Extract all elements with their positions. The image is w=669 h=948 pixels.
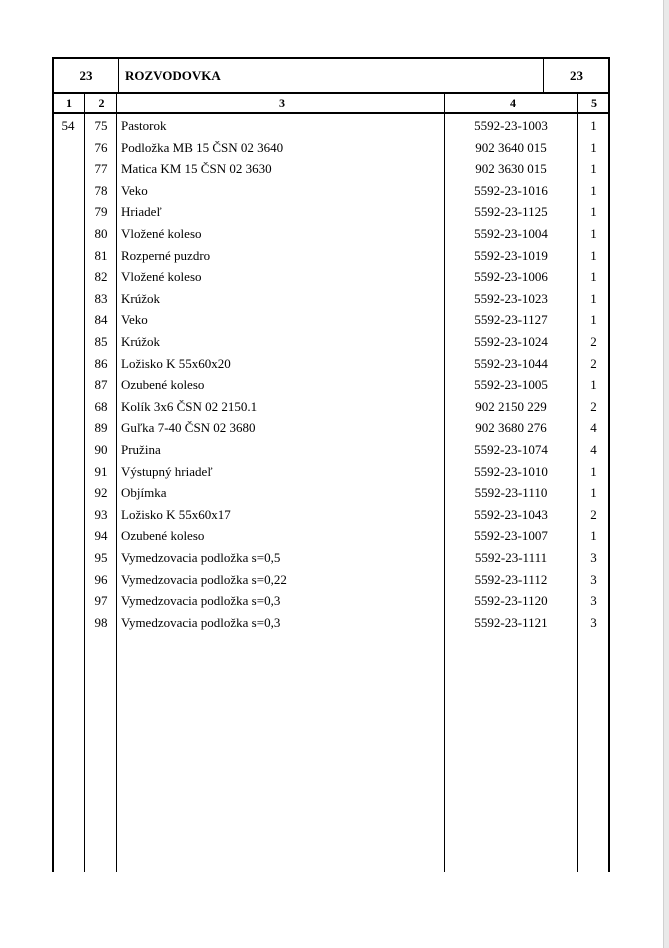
part-number-cell: 5592-23-1044 — [474, 355, 548, 371]
position-number-cell: 77 — [94, 161, 108, 177]
part-name-cell: Ozubené koleso — [121, 377, 205, 393]
table-row — [0, 267, 669, 289]
table-row — [0, 289, 669, 311]
quantity-cell: 2 — [590, 398, 597, 414]
table-row — [0, 375, 669, 397]
part-number-cell: 5592-23-1111 — [474, 550, 548, 565]
table-row — [0, 310, 669, 332]
quantity-cell: 1 — [590, 312, 597, 328]
part-number-cell: 5592-23-1004 — [474, 226, 548, 241]
table-row — [0, 224, 669, 246]
quantity-cell: 1 — [590, 204, 597, 220]
position-number-cell: 75 — [94, 118, 108, 133]
quantity-cell: 1 — [590, 118, 597, 133]
part-name-cell: Pastorok — [121, 118, 167, 133]
quantity-cell: 4 — [590, 420, 597, 436]
position-number-cell: 91 — [94, 463, 108, 479]
part-number-cell: 5592-23-1003 — [474, 118, 548, 133]
position-number-cell: 89 — [94, 420, 108, 436]
part-name-cell: Podložka MB 15 ČSN 02 3640 — [121, 139, 284, 155]
position-number-cell: 90 — [94, 442, 108, 457]
position-number-cell: 86 — [94, 355, 108, 371]
part-name-cell: Ložisko K 55x60x17 — [121, 506, 231, 522]
part-name-cell: Krúžok — [121, 334, 160, 349]
part-name-cell: Hriadeľ — [121, 204, 162, 220]
part-number-cell: 902 3630 015 — [475, 161, 547, 177]
part-number-cell: 5592-23-1074 — [474, 442, 548, 457]
position-number-cell: 94 — [94, 528, 108, 544]
part-number-cell: 5592-23-1127 — [474, 312, 548, 328]
part-number-cell: 902 3640 015 — [475, 139, 547, 155]
part-number-cell: 5592-23-1007 — [474, 528, 548, 544]
quantity-cell: 1 — [590, 161, 597, 177]
quantity-cell: 2 — [590, 506, 597, 522]
quantity-cell: 1 — [590, 528, 597, 544]
position-number-cell: 80 — [94, 226, 108, 241]
part-number-cell: 5592-23-1019 — [474, 247, 548, 263]
quantity-cell: 1 — [590, 377, 597, 393]
part-number-cell: 902 3680 276 — [475, 420, 547, 436]
table-row — [0, 548, 669, 570]
group-number: 23 — [54, 59, 119, 92]
quantity-cell: 3 — [590, 550, 597, 565]
table-row — [0, 246, 669, 268]
column-header-2: 2 — [98, 95, 105, 110]
position-number-cell: 95 — [94, 550, 108, 565]
part-number-cell: 5592-23-1043 — [474, 506, 548, 522]
position-number-cell: 93 — [94, 506, 108, 522]
table-row — [0, 159, 669, 181]
part-name-cell: Pružina — [121, 442, 161, 457]
table-row — [0, 613, 669, 635]
column-header-4: 4 — [510, 95, 516, 110]
quantity-cell: 1 — [590, 247, 597, 263]
table-row — [0, 181, 669, 203]
table-row — [0, 138, 669, 160]
table-row — [0, 505, 669, 527]
part-number-cell: 5592-23-1006 — [474, 269, 548, 285]
part-name-cell: Rozperné puzdro — [121, 247, 211, 263]
quantity-cell: 1 — [590, 269, 597, 285]
part-number-cell: 5592-23-1023 — [474, 290, 548, 306]
column-header-3: 3 — [279, 95, 285, 110]
part-number-cell: 5592-23-1125 — [474, 204, 548, 220]
table-row — [0, 591, 669, 613]
part-name-cell: Objímka — [121, 485, 167, 501]
quantity-cell: 2 — [590, 334, 597, 349]
position-number-cell: 76 — [94, 139, 108, 155]
part-number-cell: 902 2150 229 — [475, 398, 547, 414]
position-number-cell: 81 — [94, 247, 108, 263]
quantity-cell: 1 — [590, 290, 597, 306]
part-name-cell: Vymedzovacia podložka s=0,3 — [121, 593, 281, 609]
part-name-cell: Vložené koleso — [121, 269, 202, 285]
position-number-cell: 79 — [94, 204, 108, 220]
parts-group-header — [52, 57, 610, 94]
part-name-cell: Kolík 3x6 ČSN 02 2150.1 — [121, 398, 258, 414]
column-header-5: 5 — [591, 95, 597, 110]
quantity-cell: 1 — [590, 463, 597, 479]
table-row — [0, 332, 669, 354]
position-number-cell: 92 — [94, 485, 108, 501]
part-number-cell: 5592-23-1120 — [474, 593, 548, 609]
position-number-cell: 87 — [94, 377, 108, 393]
part-name-cell: Vymedzovacia podložka s=0,22 — [121, 571, 287, 587]
position-number-cell: 68 — [94, 398, 108, 414]
quantity-cell: 1 — [590, 182, 597, 198]
part-number-cell: 5592-23-1110 — [474, 485, 548, 501]
part-name-cell: Veko — [121, 312, 148, 328]
part-number-cell: 5592-23-1016 — [474, 182, 548, 198]
column-header-row — [52, 94, 610, 114]
quantity-cell: 3 — [590, 614, 597, 630]
quantity-cell: 1 — [590, 139, 597, 155]
table-row — [0, 116, 669, 138]
quantity-cell: 3 — [590, 593, 597, 609]
position-number-cell: 98 — [94, 614, 108, 630]
part-number-cell: 5592-23-1005 — [474, 377, 548, 393]
position-number-cell: 83 — [94, 290, 108, 306]
part-name-cell: Ložisko K 55x60x20 — [121, 355, 231, 371]
part-name-cell: Matica KM 15 ČSN 02 3630 — [121, 161, 272, 177]
part-number-cell: 5592-23-1024 — [474, 334, 548, 349]
quantity-cell: 1 — [590, 485, 597, 501]
table-row — [0, 526, 669, 548]
quantity-cell: 2 — [590, 355, 597, 371]
table-row — [0, 483, 669, 505]
table-row — [0, 462, 669, 484]
group-title: ROZVODOVKA — [125, 67, 221, 83]
part-name-cell: Vymedzovacia podložka s=0,3 — [121, 614, 281, 630]
column-header-1: 1 — [66, 95, 72, 110]
quantity-cell: 3 — [590, 571, 597, 587]
table-row — [0, 202, 669, 224]
table-row — [0, 570, 669, 592]
position-number-cell: 85 — [94, 334, 108, 349]
part-name-cell: Výstupný hriadeľ — [121, 463, 213, 479]
part-number-cell: 5592-23-1010 — [474, 463, 548, 479]
position-number-cell: 96 — [94, 571, 108, 587]
part-number-cell: 5592-23-1121 — [474, 614, 548, 630]
ref-number-cell: 54 — [61, 118, 75, 133]
table-row — [0, 397, 669, 419]
quantity-cell: 4 — [590, 442, 597, 457]
table-row — [0, 354, 669, 376]
page-number: 23 — [543, 59, 609, 92]
part-number-cell: 5592-23-1112 — [474, 571, 548, 587]
quantity-cell: 1 — [590, 226, 597, 241]
position-number-cell: 84 — [94, 312, 108, 328]
part-name-cell: Vymedzovacia podložka s=0,5 — [121, 550, 281, 565]
position-number-cell: 82 — [94, 269, 108, 285]
part-name-cell: Veko — [121, 182, 148, 198]
table-row — [0, 440, 669, 462]
position-number-cell: 97 — [94, 593, 108, 609]
part-name-cell: Krúžok — [121, 290, 160, 306]
part-name-cell: Ozubené koleso — [121, 528, 205, 544]
table-row — [0, 418, 669, 440]
part-name-cell: Vložené koleso — [121, 226, 202, 241]
part-name-cell: Guľka 7-40 ČSN 02 3680 — [121, 420, 256, 436]
position-number-cell: 78 — [94, 182, 108, 198]
